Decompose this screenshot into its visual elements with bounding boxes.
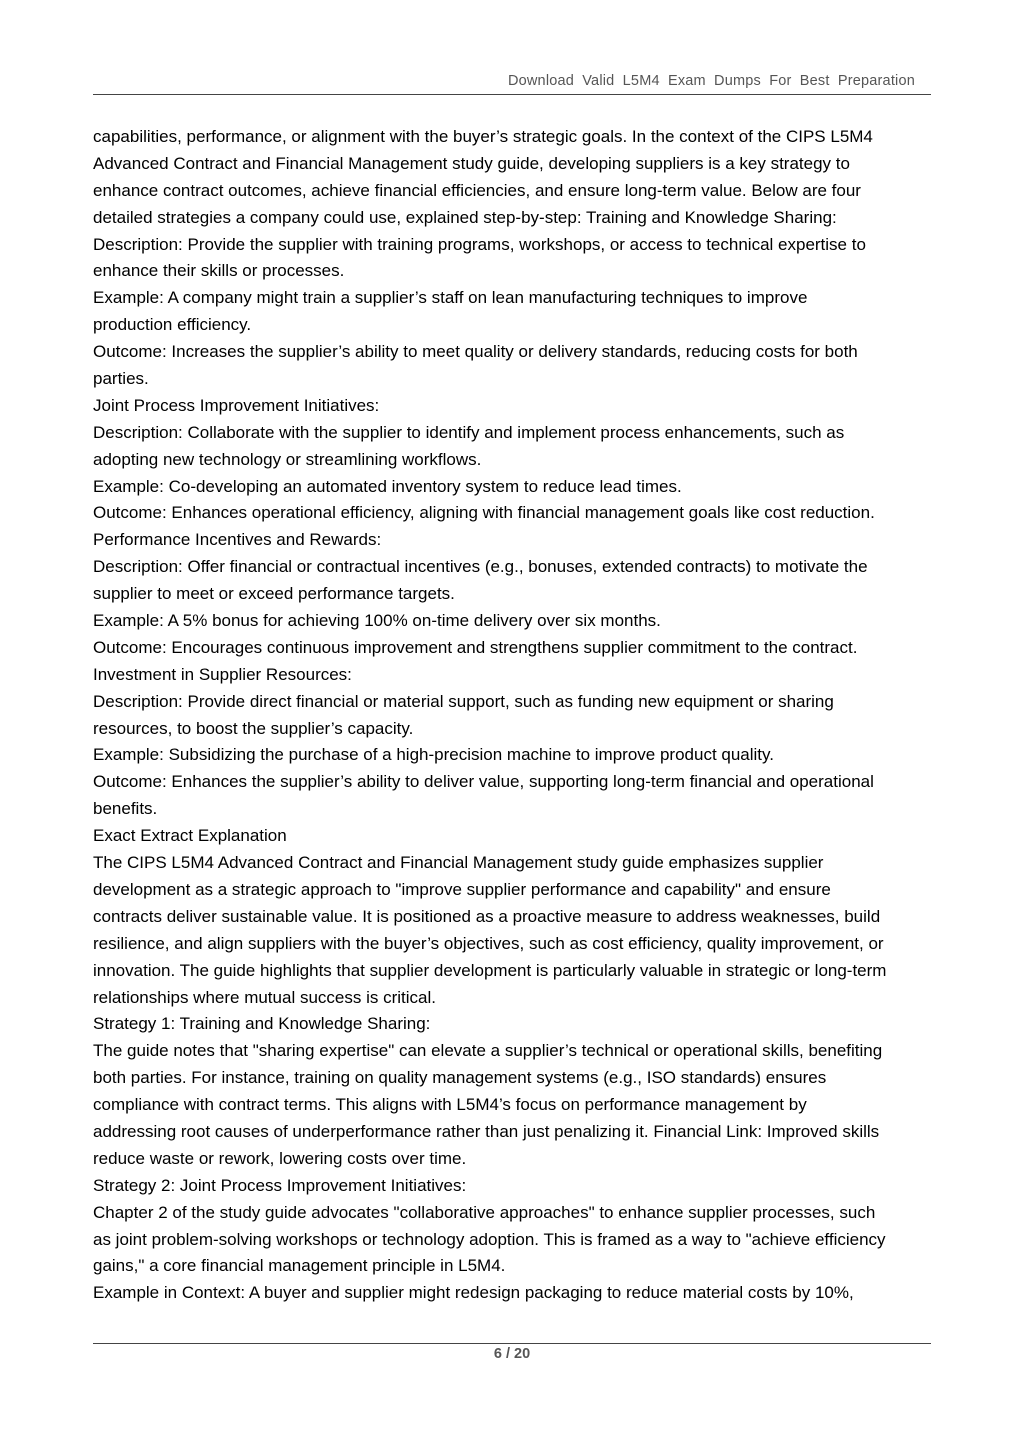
text-line: Example: A company might train a supplier’s staff on lean manufacturing techniques to improve xyxy=(93,288,808,308)
text-line: Joint Process Improvement Initiatives: xyxy=(93,395,380,415)
text-line: innovation. The guide highlights that supplier development is particularly valuable in strategic or long-term xyxy=(93,960,887,980)
text-line: Investment in Supplier Resources: xyxy=(93,664,352,684)
text-line: resilience, and align suppliers with the buyer’s objectives, such as cost efficiency, quality improvement, or xyxy=(93,933,884,953)
text-line: detailed strategies a company could use, explained step-by-step: Training and Knowledge Sharing: xyxy=(93,207,837,227)
text-line: Description: Provide direct financial or material support, such as funding new equipment or sharing xyxy=(93,691,834,711)
text-line: Outcome: Enhances the supplier’s ability to deliver value, supporting long-term financial and operational xyxy=(93,772,874,792)
text-line: development as a strategic approach to "improve supplier performance and capability" and ensure xyxy=(93,879,831,899)
text-line: compliance with contract terms. This aligns with L5M4’s focus on performance management by xyxy=(93,1095,807,1115)
text-line: Description: Collaborate with the supplier to identify and implement process enhancements, such as xyxy=(93,422,845,442)
text-line: The guide notes that "sharing expertise" can elevate a supplier’s technical or operational skills, benefiting xyxy=(93,1041,883,1061)
text-line: Example: Co-developing an automated inventory system to reduce lead times. xyxy=(93,476,682,496)
text-line: parties. xyxy=(93,369,149,389)
text-line: capabilities, performance, or alignment with the buyer’s strategic goals. In the context of the CIPS L5M4 xyxy=(93,127,873,146)
text-line: enhance contract outcomes, achieve financial efficiencies, and ensure long-term value. Below are four xyxy=(93,180,861,200)
document-body xyxy=(93,124,933,1307)
text-line: Description: Offer financial or contractual incentives (e.g., bonuses, extended contracts) to motivate the xyxy=(93,557,868,577)
text-line: contracts deliver sustainable value. It is positioned as a proactive measure to address weaknesses, build xyxy=(93,906,881,926)
text-line: resources, to boost the supplier’s capacity. xyxy=(93,718,414,738)
text-line: addressing root causes of underperformance rather than just penalizing it. Financial Link: Improved skills xyxy=(93,1121,880,1141)
header-title: Download Valid L5M4 Exam Dumps For Best Preparation xyxy=(507,73,915,89)
text-line: adopting new technology or streamlining workflows. xyxy=(93,449,482,469)
text-line: Example: Subsidizing the purchase of a high-precision machine to improve product quality. xyxy=(93,745,774,765)
text-line: Advanced Contract and Financial Management study guide, developing suppliers is a key strategy to xyxy=(93,153,850,173)
text-line: supplier to meet or exceed performance targets. xyxy=(93,584,455,604)
text-line: as joint problem-solving workshops or technology adoption. This is framed as a way to "achieve efficiency xyxy=(93,1229,886,1249)
text-line: enhance their skills or processes. xyxy=(93,261,345,281)
text-line: benefits. xyxy=(93,799,158,819)
text-line: gains," a core financial management principle in L5M4. xyxy=(93,1256,506,1276)
text-line: Performance Incentives and Rewards: xyxy=(93,530,382,550)
text-line: Strategy 2: Joint Process Improvement Initiatives: xyxy=(93,1175,467,1195)
text-line: The CIPS L5M4 Advanced Contract and Financial Management study guide emphasizes supplier xyxy=(93,853,824,873)
page-header xyxy=(93,0,931,95)
text-line: Example in Context: A buyer and supplier might redesign packaging to reduce material costs by 10%, xyxy=(93,1283,854,1303)
text-line: production efficiency. xyxy=(93,315,252,335)
text-line: Outcome: Enhances operational efficiency, aligning with financial management goals like cost reduction. xyxy=(93,503,875,523)
footer-divider xyxy=(93,1343,931,1344)
text-line: both parties. For instance, training on quality management systems (e.g., ISO standards) ensures xyxy=(93,1068,827,1088)
text-line: Strategy 1: Training and Knowledge Sharing: xyxy=(93,1014,431,1034)
text-line: reduce waste or rework, lowering costs over time. xyxy=(93,1148,467,1168)
text-line: Example: A 5% bonus for achieving 100% on-time delivery over six months. xyxy=(93,611,661,631)
text-line: relationships where mutual success is critical. xyxy=(93,987,436,1007)
text-line: Description: Provide the supplier with training programs, workshops, or access to technical expertise to xyxy=(93,234,866,254)
text-line: Exact Extract Explanation xyxy=(93,826,287,846)
text-line: Outcome: Increases the supplier’s ability to meet quality or delivery standards, reducing costs for both xyxy=(93,342,858,362)
page-number: 6 / 20 xyxy=(493,1346,531,1362)
text-line: Outcome: Encourages continuous improvement and strengthens supplier commitment to the contract. xyxy=(93,637,858,657)
text-line: Chapter 2 of the study guide advocates "collaborative approaches" to enhance supplier processes, such xyxy=(93,1202,876,1222)
